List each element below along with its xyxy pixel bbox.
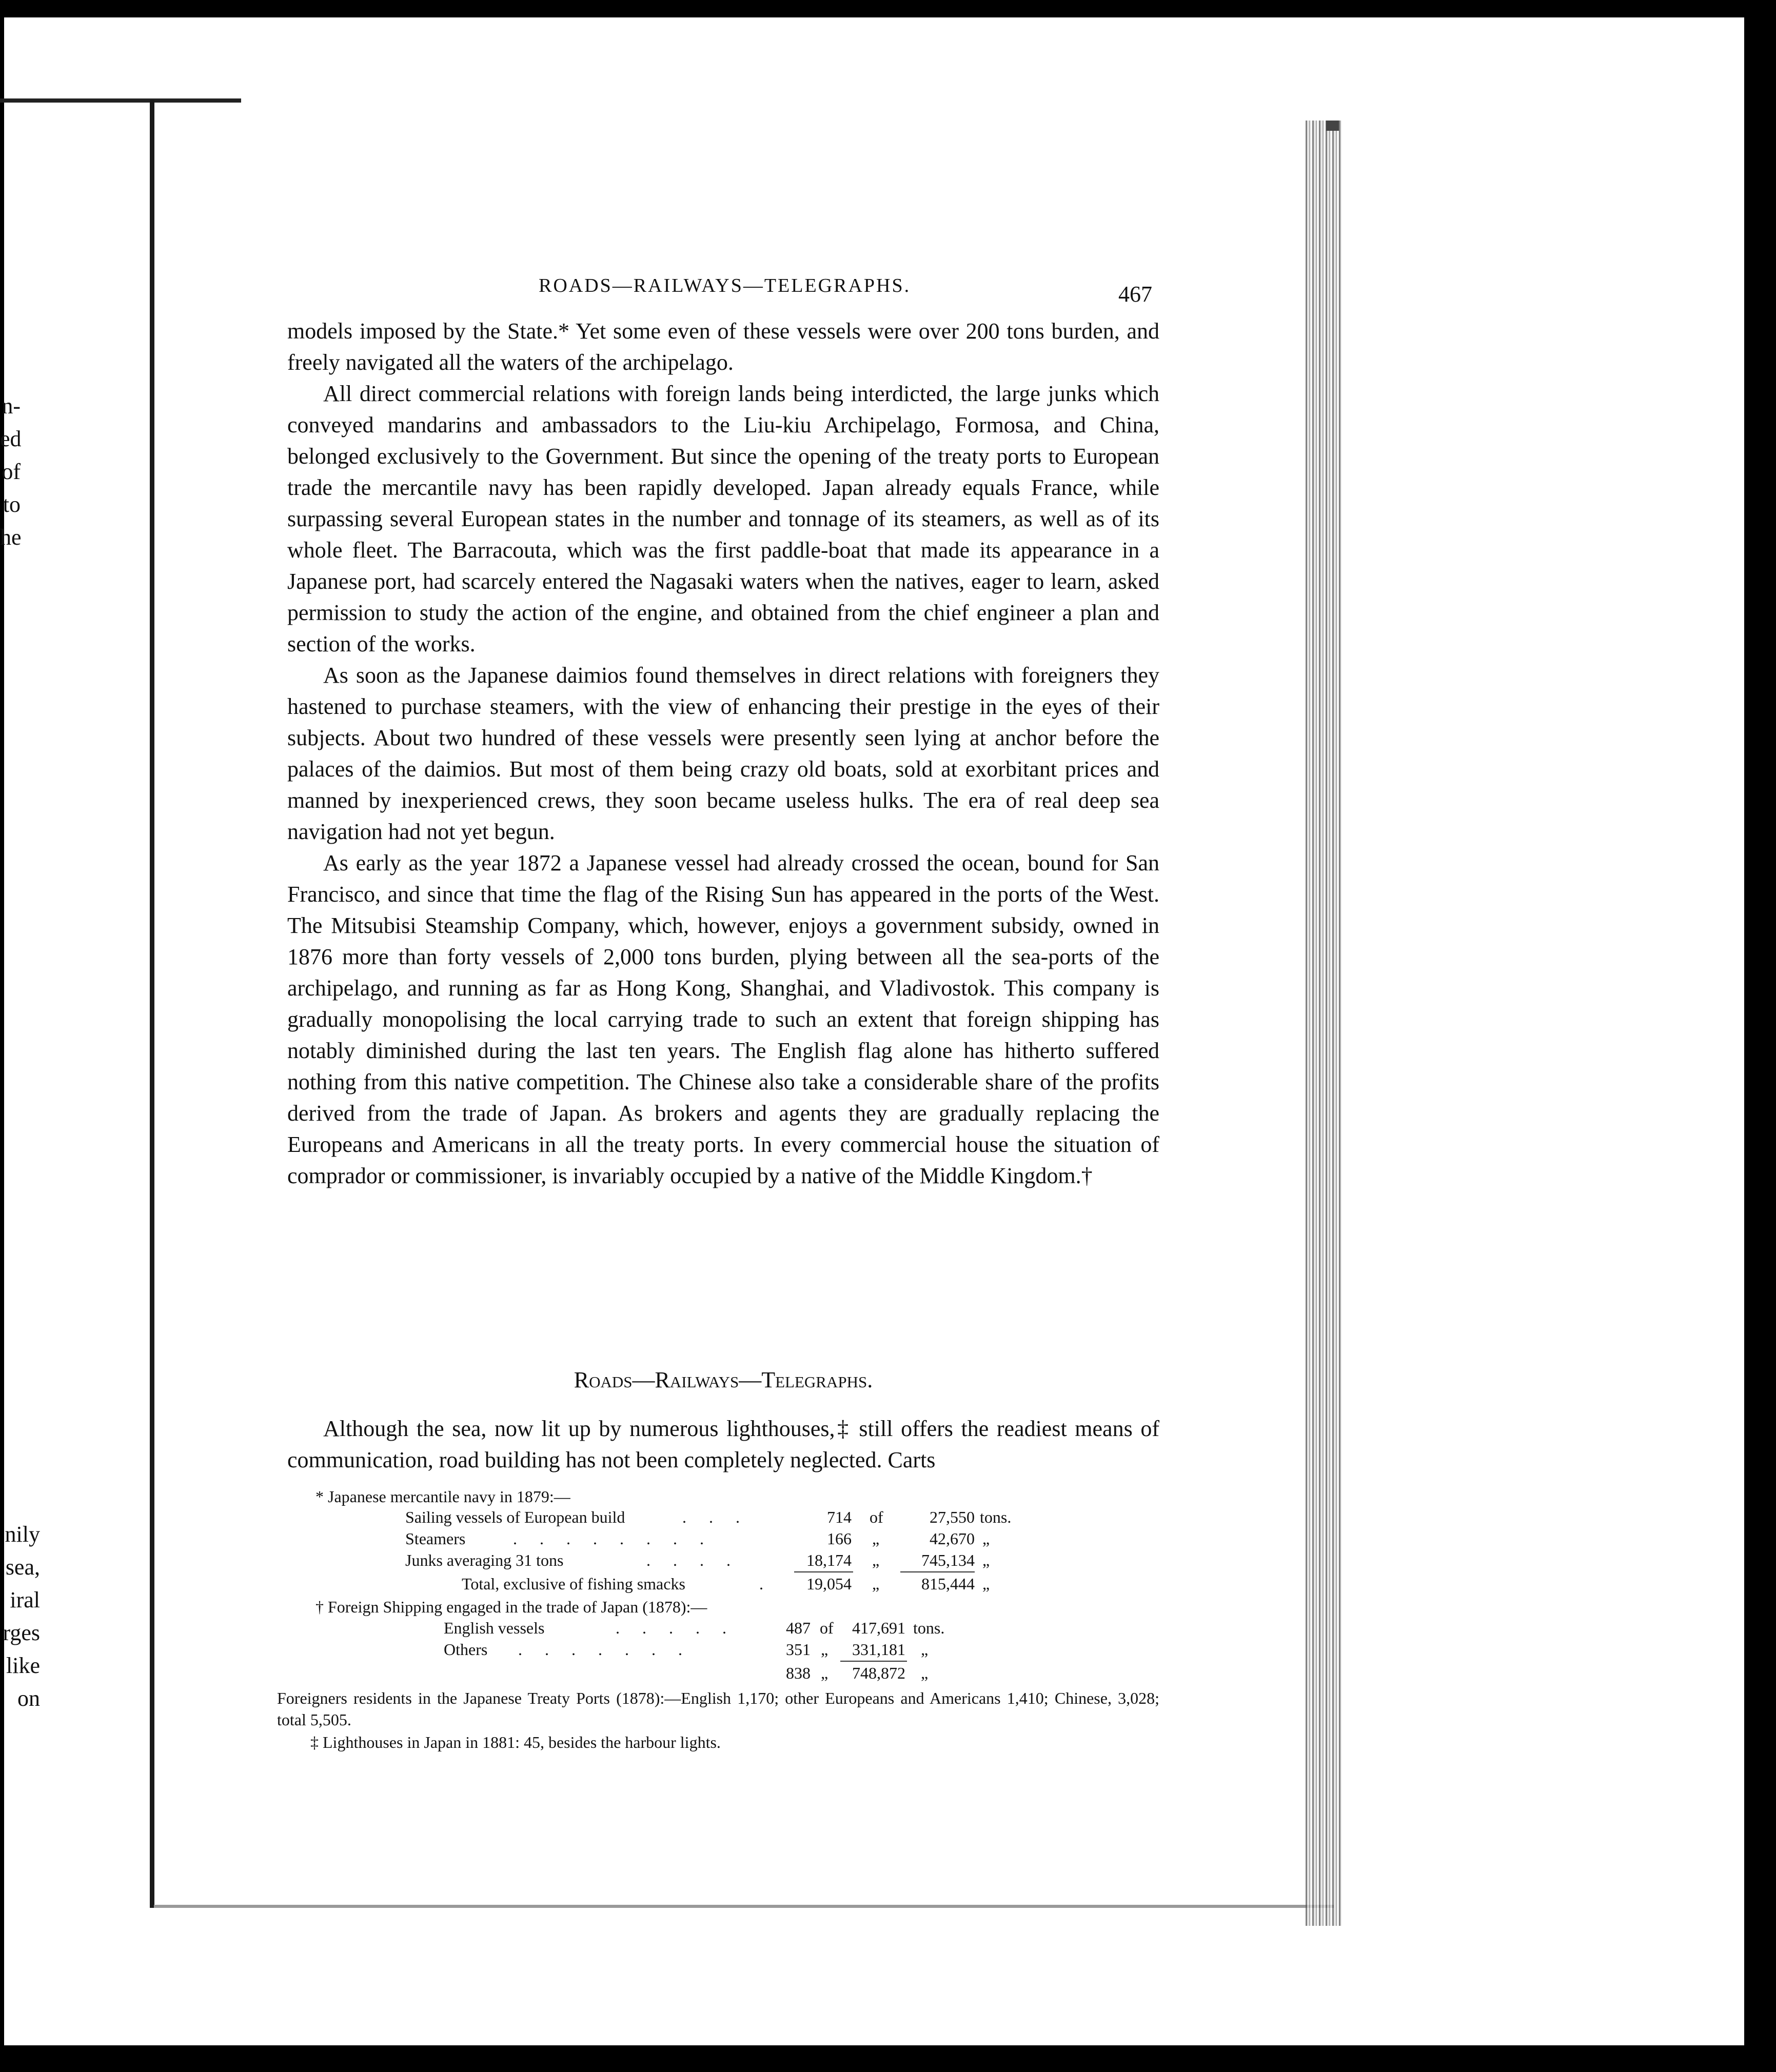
paragraph: As soon as the Japanese daimios found themselves in direct relations with foreigners they hastened to purchase steamers, with the view of enhancing their prestige in the eyes of their subjects. About two hundred of these vessels were presently seen lying at anchor before the palaces of the daimios. But most of them being crazy old boats, sold at exorbitant prices and manned by inexperienced crews, they soon became useless hulks. The era of real deep sea navigation had not yet begun. [287,663,1159,844]
scan-border-left [0,0,4,2072]
page-edges-texture [1306,121,1341,1926]
fragment: sea, [5,1555,40,1580]
fn1-row-tons: 42,670 [930,1529,975,1548]
fragment: n- [2,393,21,419]
fn2-row-count: 838 [786,1664,811,1682]
footnote-1-title: * Japanese mercantile navy in 1879:— [315,1487,570,1506]
fn2-row-tons: 417,691 [852,1619,905,1637]
fn1-row-label: Junks averaging 31 tons [405,1551,564,1569]
book-gutter [150,100,154,1908]
fn2-row-unit: „ [921,1664,929,1682]
fn1-row-dots: . . . . . . . . [513,1529,713,1548]
scan-border-top [0,0,1776,17]
page-bottom-edge [154,1905,1334,1908]
fragment: like [6,1653,40,1678]
previous-page-fragments-upper [0,390,21,554]
paragraph: As early as the year 1872 a Japanese vessel had already crossed the ocean, bound for San Francisco, and since that time the flag of the Rising Sun has appeared in the ports of the West. The Mitsubisi Steamship Company, which, however, enjoys a government subsidy, owned in 1876 more than forty vessels of 2,000 tons burden, plying between all the sea-ports of the archipelago, and running as far as Hong Kong, Shanghai, and Vladivostok. This company is gradually monopolising the local carrying trade to such an extent that foreign shipping has notably diminished during the last ten years. The English flag alone has hitherto suffered nothing from this native competition. The Chinese also take a considerable share of the profits derived from the trade of Japan. As brokers and agents they are gradually replacing the Europeans and Americans in all the treaty ports. In every commercial house the situation of comprador or commissioner, is invariably occupied by a native of the Middle Kingdom.† [287,850,1159,1188]
page-number: 467 [1118,282,1152,307]
fragment: of [2,459,21,484]
sum-rule [794,1571,853,1572]
fn2-row-tons: 331,181 [852,1640,905,1659]
fn2-row-unit: tons. [913,1619,945,1637]
fn2-row-sep: of [820,1619,834,1637]
fn2-row-unit: „ [921,1640,929,1659]
fn1-row-count: 166 [827,1529,852,1548]
fragment: on [17,1686,40,1711]
fn1-row-dots: . [759,1575,773,1593]
scan-border-bottom [0,2045,1776,2072]
fn1-row-sep: „ [872,1529,880,1548]
footnote-3: ‡ Lighthouses in Japan in 1881: 45, besides the harbour lights. [310,1733,721,1751]
fn1-row-sep: „ [872,1551,880,1569]
fn1-row-unit: „ [982,1575,990,1593]
previous-page-fragments-lower [0,1518,40,1715]
footnote-residents: Foreigners residents in the Japanese Treaty Ports (1878):—English 1,170; other Europeans and Americans 1,410; Chinese, 3,028; total 5,505. [277,1689,1159,1729]
fn1-row-label: Sailing vessels of European build [405,1508,625,1526]
fragment: iral [10,1587,40,1612]
fn2-row-count: 351 [786,1640,811,1659]
fn1-row-count: 18,174 [806,1551,852,1569]
fn2-row-dots: . . . . . [616,1619,736,1637]
fn1-row-dots: . . . [682,1508,749,1526]
fn2-row-label: English vessels [444,1619,545,1637]
fn2-row-count: 487 [786,1619,811,1637]
paragraph: All direct commercial relations with foreign lands being interdicted, the large junks which conveyed mandarins and ambassadors to the Liu-kiu Archipelago, Formosa, and China, belonged exclusively to the Government. But since the opening of the treaty ports to European trade the mercantile navy has been rapidly developed. Japan already equals France, while surpassing several European states in the number and tonnage of its steamers, as well as of its whole fleet. The Barracouta, which was the first paddle-boat that made its appearance in a Japanese port, had scarcely entered the Nagasaki waters when the natives, eager to learn, asked permission to study the action of the engine, and obtained from the chief engineer a plan and section of the works. [287,381,1159,656]
page-edge-top [1326,121,1339,131]
fragment: he [0,525,22,550]
running-head: ROADS—RAILWAYS—TELEGRAPHS. [539,275,911,296]
fn1-row-tons: 27,550 [930,1508,975,1526]
fn1-row-label: Total, exclusive of fishing smacks [462,1575,685,1593]
fn1-row-dots: . . . . [646,1551,740,1569]
fn2-row-sep: „ [821,1640,828,1659]
body-text [287,315,1159,1191]
scan-border-right [1744,0,1776,2072]
fn1-row-unit: tons. [980,1508,1012,1526]
section-paragraph: Although the sea, now lit up by numerous lighthouses,‡ still offers the readiest means of communication, road building has not been completely neglected. Carts [287,1416,1159,1472]
fn2-row-sep: „ [821,1664,828,1682]
fragment: to [3,492,21,517]
footnote-2-title: † Foreign Shipping engaged in the trade of Japan (1878):— [315,1598,707,1616]
section-heading: Roads—Railways—Telegraphs. [574,1367,873,1392]
sum-rule [900,1571,975,1572]
fn2-row-label: Others [444,1640,488,1659]
fn1-row-count: 19,054 [806,1575,852,1593]
fn2-row-tons: 748,872 [852,1664,905,1682]
fragment: ed [0,426,22,451]
fn1-row-unit: „ [982,1551,990,1569]
fn1-row-count: 714 [827,1508,852,1526]
fn1-row-tons: 815,444 [921,1575,975,1593]
fragment: nily [5,1522,40,1547]
fn1-row-label: Steamers [405,1529,466,1548]
fn2-row-dots: . . . . . . . [518,1640,692,1659]
fn1-row-sep: „ [872,1575,880,1593]
fragment: rges [3,1620,40,1645]
fn1-row-sep: of [870,1508,883,1526]
fn1-row-unit: „ [982,1529,990,1548]
previous-page-rule [0,98,241,103]
paragraph: models imposed by the State.* Yet some even of these vessels were over 200 tons burden, and freely navigated all the waters of the archipelago. [287,318,1159,375]
sum-rule [840,1661,907,1662]
fn1-row-tons: 745,134 [921,1551,975,1569]
